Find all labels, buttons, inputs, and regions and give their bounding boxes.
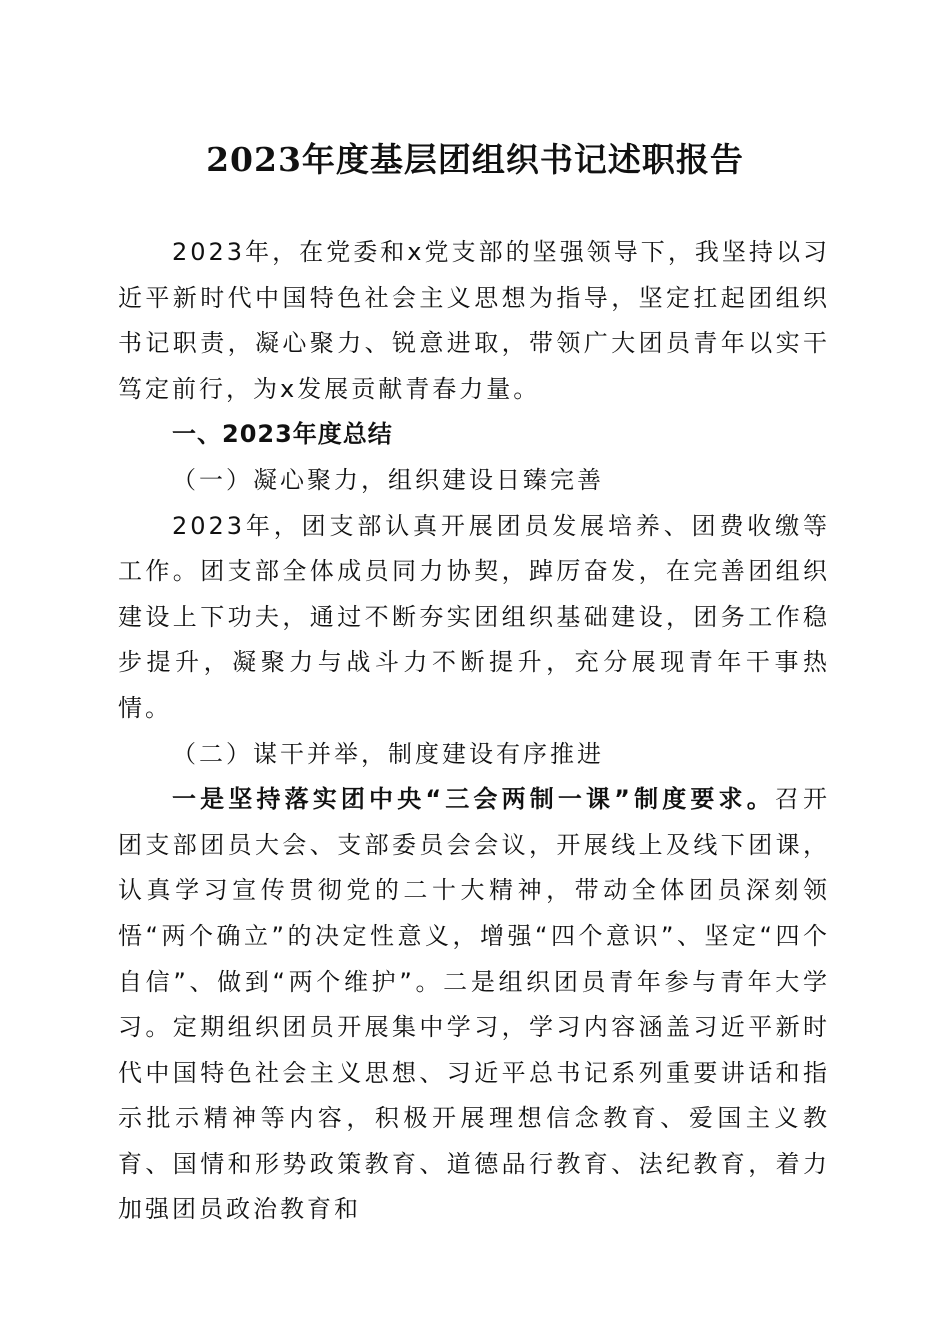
system-paragraph — [118, 777, 830, 1233]
document-body — [118, 230, 830, 1233]
organization-paragraph: 2023年，团支部认真开展团员发展培养、团费收缴等工作。团支部全体成员同力协契，踔厉奋发，在完善团组织建设上下功夫，通过不断夯实团组织基础建设，团务工作稳步提升，凝聚力与战斗力不断提升，充分展现青年干事热情。 — [118, 511, 830, 722]
section-heading-summary: 一、2023年度总结 — [172, 420, 393, 449]
page-title: 2023年度基层团组织书记述职报告 — [206, 140, 744, 179]
subsection-heading-organization: （一）凝心聚力，组织建设日臻完善 — [172, 465, 604, 494]
intro-paragraph: 2023年，在党委和x党支部的坚强领导下，我坚持以习近平新时代中国特色社会主义思想为指导，坚定扛起团组织书记职责，凝心聚力、锐意进取，带领广大团员青年以实干笃定前行，为x发展贡献青春力量。 — [118, 238, 830, 403]
system-paragraph-lead: 一是坚持落实团中央“三会两制一课”制度要求。 — [172, 785, 775, 814]
system-paragraph-text: 召开团支部团员大会、支部委员会会议，开展线上及线下团课，认真学习宣传贯彻党的二十大精神，带动全体团员深刻领悟“两个确立”的决定性意义，增强“四个意识”、坚定“四个自信”、做到“两个维护”。二是组织团员青年参与青年大学习。定期组织团员开展集中学习，学习内容涵盖习近平新时代中国特色社会主义思想、习近平总书记系列重要讲话和指示批示精神等内容，积极开展理想信念教育、爱国主义教育、国情和形势政策教育、道德品行教育、法纪教育，着力加强团员政治教育和 — [118, 785, 831, 1224]
subsection-heading-system: （二）谋干并举，制度建设有序推进 — [172, 739, 604, 768]
